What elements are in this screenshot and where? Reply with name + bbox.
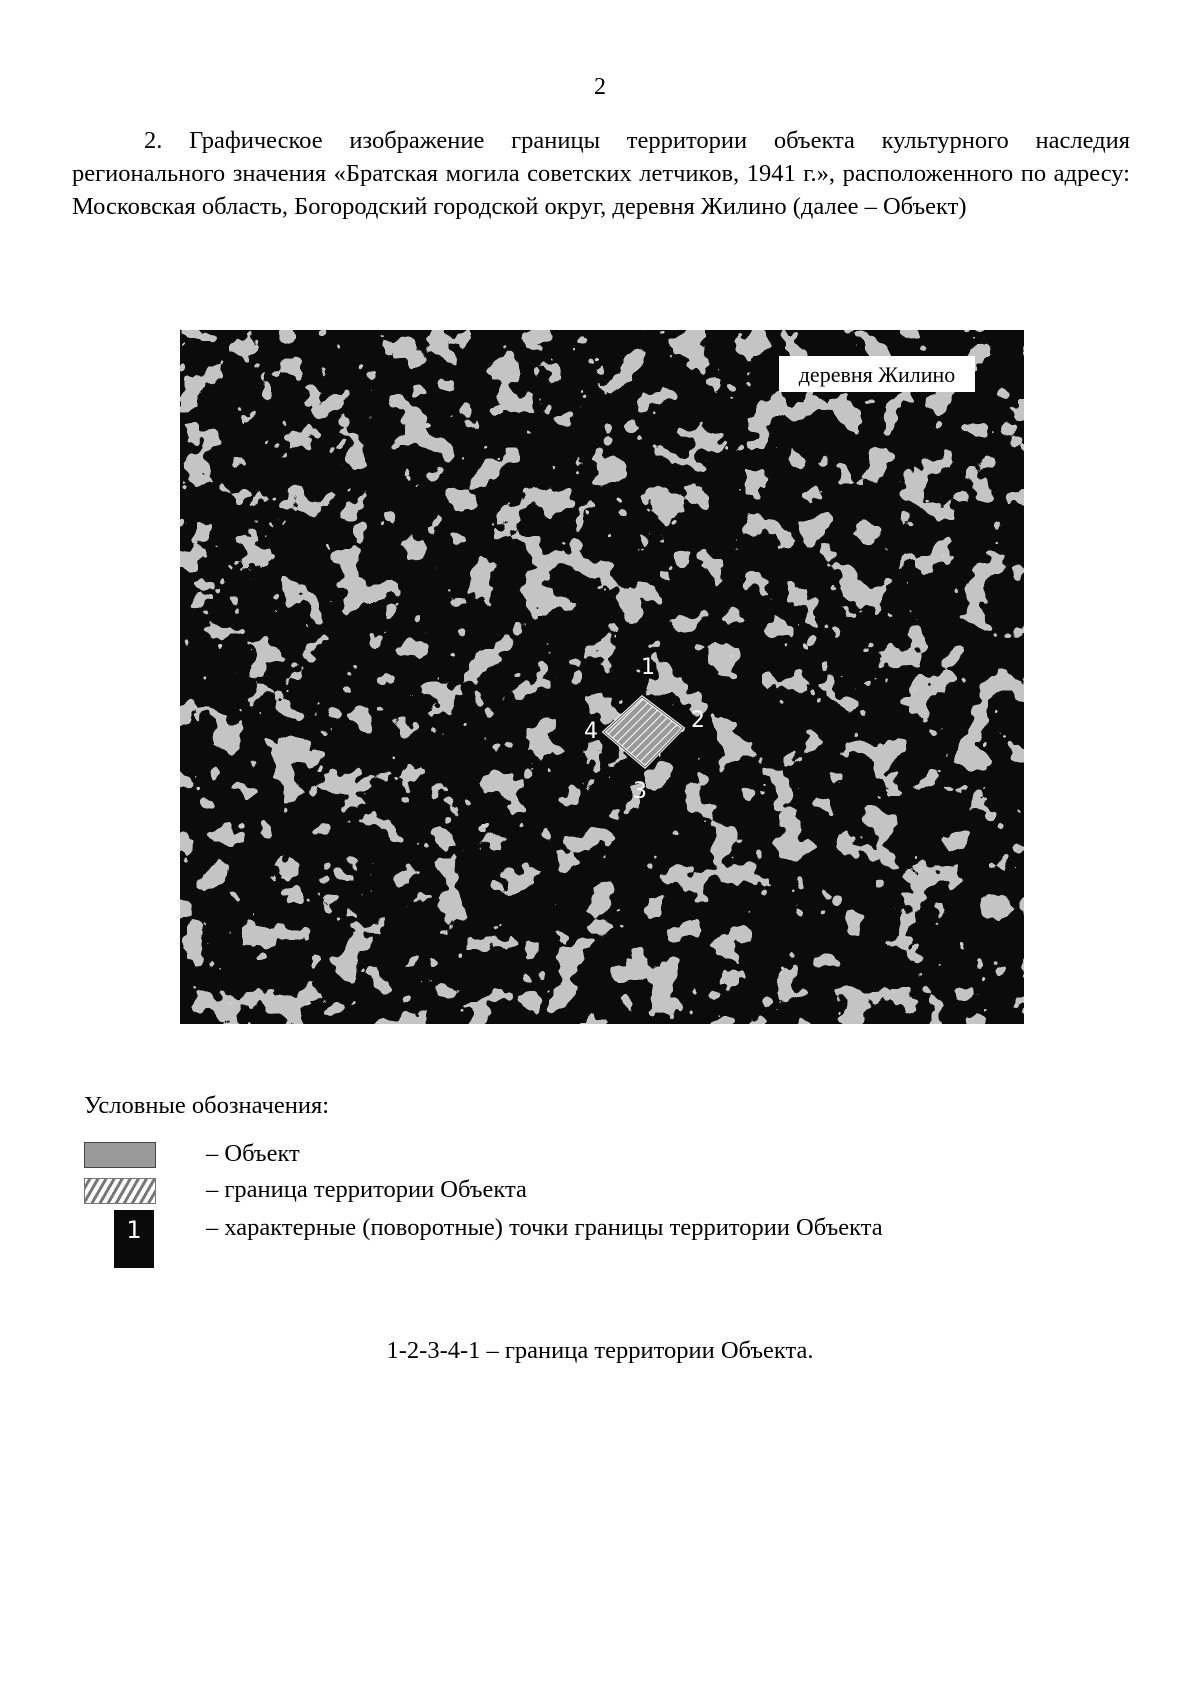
object-swatch [84, 1142, 156, 1168]
legend-item-boundary [84, 1178, 1184, 1208]
boundary-hatch-swatch [84, 1178, 156, 1204]
legend-item-points [84, 1210, 1184, 1270]
page-number: 2 [594, 74, 606, 100]
boundary-point-4: 4 [584, 719, 598, 744]
vegetation-fine-texture [180, 330, 1024, 1024]
legend-item-object [84, 1142, 1184, 1172]
legend-item-label: – характерные (поворотные) точки границы территории Объекта [206, 1214, 883, 1241]
boundary-point-2: 2 [691, 708, 705, 733]
map-village-label: деревня Жилино [779, 356, 975, 392]
boundary-caption: 1-2-3-4-1 – граница территории Объекта. [386, 1337, 814, 1364]
satellite-map [180, 330, 1024, 1024]
boundary-point-3: 3 [633, 779, 647, 804]
boundary-point-1: 1 [641, 655, 655, 680]
legend-item-label: – граница территории Объекта [206, 1176, 527, 1203]
satellite-imagery [180, 330, 1024, 1024]
boundary-point-swatch: 1 [114, 1210, 154, 1268]
heading-paragraph: 2. Графическое изображение границы территории объекта культурного наследия регионального значения «Братская могила советских летчиков, 1941 г.», расположенного по адресу: Московская область, Богородский городской округ, деревня Жилино (далее – Объект) [72, 127, 1130, 220]
legend-title: Условные обозначения: [84, 1092, 330, 1119]
legend-item-label: – Объект [206, 1140, 300, 1167]
